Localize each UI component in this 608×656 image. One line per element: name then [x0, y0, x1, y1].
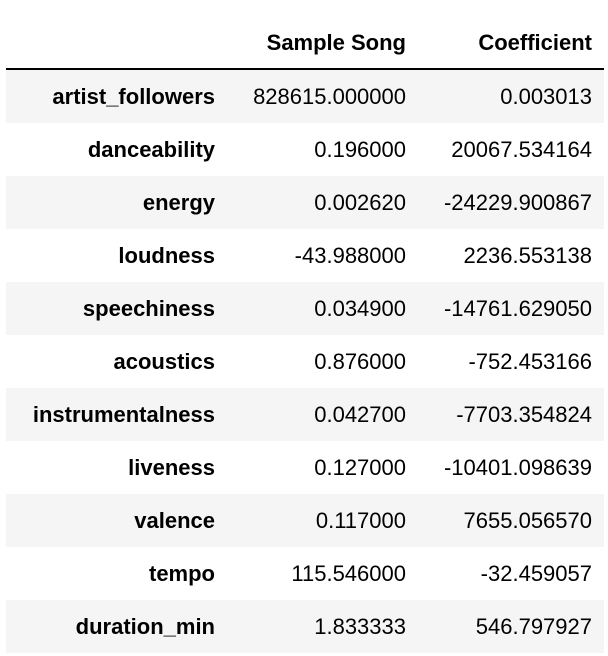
row-label: acoustics — [113, 348, 215, 374]
table-row — [6, 441, 604, 494]
column-header-sample-song: Sample Song — [266, 30, 406, 55]
table-row — [6, 600, 604, 653]
row-label: instrumentalness — [32, 401, 215, 427]
coefficient-value: -24229.900867 — [443, 189, 592, 215]
sample-song-value: 115.546000 — [291, 560, 406, 586]
coefficient-value: -10401.098639 — [443, 454, 592, 480]
sample-song-value: -43.988000 — [294, 242, 406, 268]
row-label: loudness — [118, 242, 215, 268]
sample-song-value: 0.876000 — [314, 348, 406, 374]
row-label: artist_followers — [52, 83, 215, 109]
sample-song-value: 0.034900 — [314, 295, 406, 321]
sample-song-value: 0.127000 — [314, 454, 406, 480]
coefficient-value: 546.797927 — [475, 613, 592, 639]
coefficient-value: -752.453166 — [468, 348, 592, 374]
row-label: danceability — [87, 136, 215, 162]
table-row — [6, 547, 604, 600]
sample-song-value: 0.196000 — [314, 136, 406, 162]
coefficient-value: -32.459057 — [480, 560, 592, 586]
dataframe-table — [6, 18, 604, 653]
sample-song-value: 0.117000 — [315, 507, 406, 533]
table-row — [6, 494, 604, 547]
table-row — [6, 282, 604, 335]
table-row — [6, 70, 604, 123]
row-label: liveness — [128, 454, 215, 480]
coefficient-value: 0.003013 — [500, 83, 592, 109]
table-row — [6, 388, 604, 441]
coefficient-value: -14761.629050 — [443, 295, 592, 321]
table-row — [6, 229, 604, 282]
coefficient-value: -7703.354824 — [456, 401, 592, 427]
table-row — [6, 123, 604, 176]
row-label: speechiness — [82, 295, 215, 321]
row-label: energy — [142, 189, 215, 215]
sample-song-value: 0.042700 — [314, 401, 406, 427]
coefficient-value: 20067.534164 — [451, 136, 592, 162]
sample-song-value: 828615.000000 — [253, 83, 406, 109]
column-header-coefficient: Coefficient — [478, 30, 592, 55]
sample-song-value: 0.002620 — [314, 189, 406, 215]
table-header-row — [6, 18, 604, 70]
coefficient-value: 2236.553138 — [463, 242, 592, 268]
row-label: valence — [134, 507, 215, 533]
table-row — [6, 335, 604, 388]
row-label: tempo — [149, 560, 215, 586]
coefficient-value: 7655.056570 — [463, 507, 592, 533]
row-label: duration_min — [75, 613, 215, 639]
sample-song-value: 1.833333 — [314, 613, 406, 639]
table-row — [6, 176, 604, 229]
